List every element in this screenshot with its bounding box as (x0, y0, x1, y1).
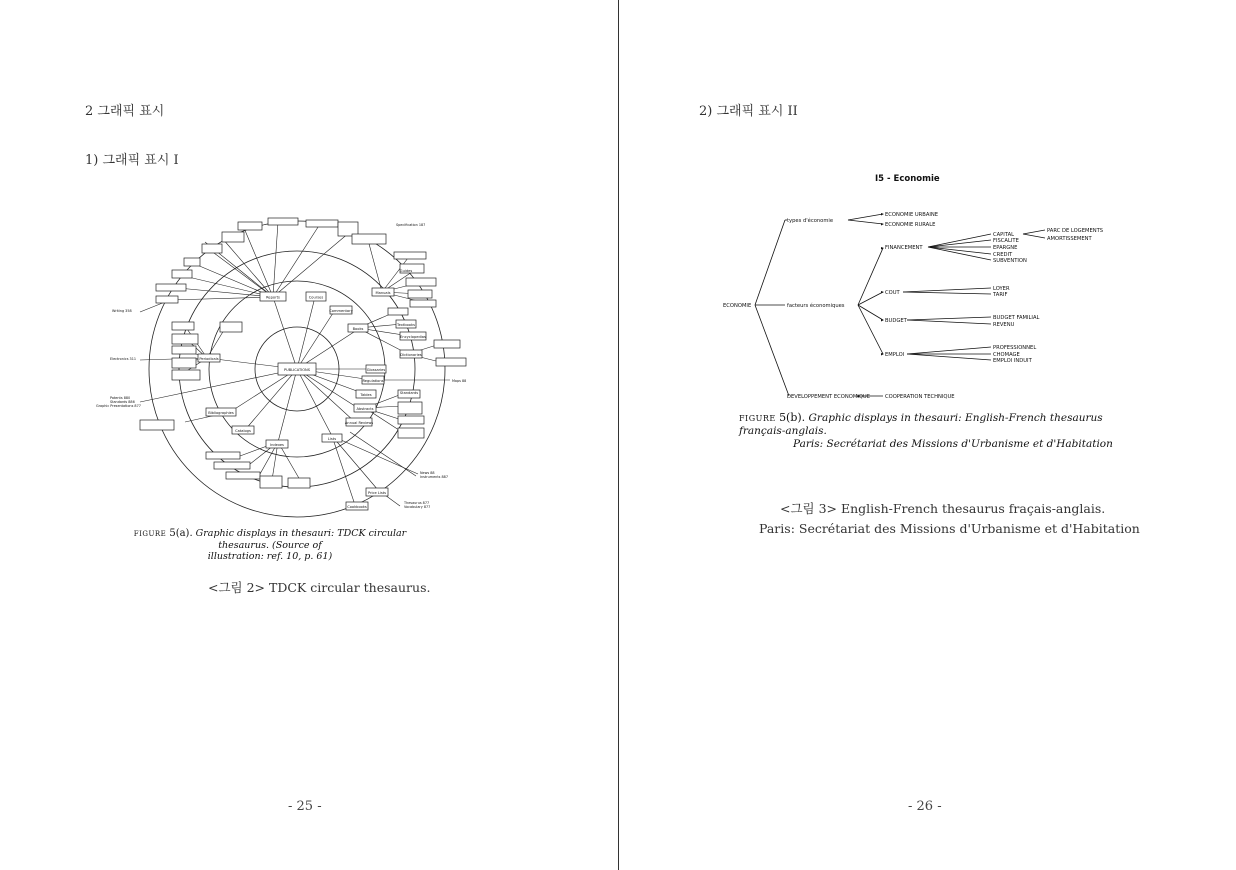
node-guides: Guides (399, 269, 413, 273)
node-budget-familial: BUDGET FAMILIAL (993, 315, 1040, 321)
node-textbooks: Textbooks (397, 323, 415, 327)
node-capital: CAPITAL (993, 232, 1015, 238)
figure-title: I5 - Economie (875, 174, 940, 184)
node-abstracts: Abstracts (356, 407, 374, 411)
node-manuals: Manuals (375, 291, 391, 295)
node-professionnel: PROFESSIONNEL (993, 345, 1037, 351)
note-instruments: Instruments 887 (420, 475, 448, 479)
node-lists: Lists (327, 437, 337, 441)
figure-caption-line1: Graphic displays in thesauri: TDCK circular thesaurus. (Source of (195, 528, 407, 551)
node-emploi-induit: EMPLOI INDUIT (993, 358, 1032, 364)
node-economie-rurale: ECONOMIE RURALE (885, 222, 936, 228)
node-catalogs: Catalogs (235, 429, 251, 433)
note-writing: Writing 358 (112, 309, 132, 313)
note-standards: Standards 886 (110, 400, 135, 404)
node-annual-reviews: Annual Reviews (344, 421, 374, 425)
node-periodicals: Periodicals (199, 357, 219, 361)
node-commentary: Commentary (329, 309, 353, 313)
node-economie: ECONOMIE (723, 303, 752, 309)
node-chomage: CHOMAGE (993, 352, 1020, 358)
node-encyclopedias: Encyclopedias (400, 335, 426, 339)
node-revenu: REVENU (993, 322, 1015, 328)
node-standards: Standards (399, 391, 419, 395)
node-regulations: Regulations (362, 379, 384, 383)
note-specification: Specification 187 (396, 223, 426, 227)
node-fiscalite: FISCALITE (993, 238, 1019, 244)
center-node-label: PUBLICATIONS (283, 368, 311, 372)
korean-figure-caption-line1: <그림 3> English-French thesaurus fraçais-anglais. (780, 501, 1106, 516)
figure-number: 5(b). (779, 411, 806, 424)
node-subvention: SUBVENTION (993, 258, 1027, 264)
figure-caption-line2: illustration: ref. 10, p. 61) (207, 551, 333, 562)
figure-5b-caption (739, 411, 1119, 451)
node-cooperation-technique: COOPERATION TECHNIQUE (885, 394, 955, 400)
node-budget: BUDGET (885, 318, 907, 324)
section-heading: 2 그래픽 표시 (85, 104, 165, 119)
note-graphic-presentations: Graphic Presentations 877 (96, 404, 141, 408)
figure-number: 5(a). (169, 528, 193, 539)
node-epargne: EPARGNE (993, 245, 1018, 251)
note-vocabulary: Vocabulary 877 (404, 505, 431, 509)
right-page (619, 0, 1236, 870)
node-credit: CREDIT (993, 252, 1013, 258)
korean-figure-caption-line2: Paris: Secrétariat des Missions d'Urbanisme et d'Habitation (759, 521, 1140, 536)
node-tarif: TARIF (993, 292, 1008, 298)
node-books: Books (352, 327, 364, 331)
note-thesaurus: Thesaurus 877 (404, 501, 430, 505)
page-number: - 26 - (908, 799, 942, 814)
node-glossaries: Glossaries (366, 368, 386, 372)
note-maps: Maps 88 (452, 379, 467, 383)
note-patents: Patents 880 (110, 396, 131, 400)
figure-5a-caption (125, 528, 415, 562)
figure-caption-line1: Graphic displays in thesauri: English-French thesaurus français-anglais. (739, 412, 1103, 437)
branch-types: types d'économie (787, 218, 834, 224)
figure-caption-line2: Paris: Secrétariat des Missions d'Urbanisme et d'Habitation (793, 438, 1113, 450)
node-parc-de-logements: PARC DE LOGEMENTS (1047, 228, 1104, 234)
node-financement: FINANCEMENT (885, 245, 923, 251)
node-loyer: LOYER (993, 286, 1010, 292)
node-dictionaries: Dictionaries (400, 353, 422, 357)
node-courses: Courses (308, 295, 324, 300)
figure-label: FIGURE (133, 530, 167, 538)
branch-facteurs: facteurs économiques (787, 303, 845, 309)
node-indexes: Indexes (270, 443, 284, 447)
node-cout: COUT (885, 290, 900, 296)
node-economie-urbaine: ECONOMIE URBAINE (885, 212, 939, 218)
node-price-lists: Price Lists (367, 491, 387, 495)
node-emploi: EMPLOI (885, 352, 905, 358)
subsection-heading: 1) 그래픽 표시 I (85, 153, 179, 168)
figure-label: FIGURE (739, 414, 776, 423)
page-number: - 25 - (288, 799, 322, 814)
tdck-circular-thesaurus-figure (96, 212, 480, 522)
node-bibliographies: Bibliographies (208, 411, 234, 415)
node-amortissement: AMORTISSEMENT (1047, 236, 1092, 242)
section-heading: 2) 그래픽 표시 II (699, 104, 798, 119)
branch-developpement: DEVELOPPEMENT ECONOMIQUE (787, 394, 870, 400)
economie-tree-figure (723, 168, 1123, 408)
node-cookbooks: Cookbooks (347, 505, 367, 509)
note-news: News 88 (420, 471, 435, 475)
note-electronics: Electronics 311 (110, 357, 137, 361)
korean-figure-caption: <그림 2> TDCK circular thesaurus. (208, 580, 431, 595)
node-tables: Tables (360, 393, 372, 397)
node-reports: Reports (266, 295, 280, 300)
